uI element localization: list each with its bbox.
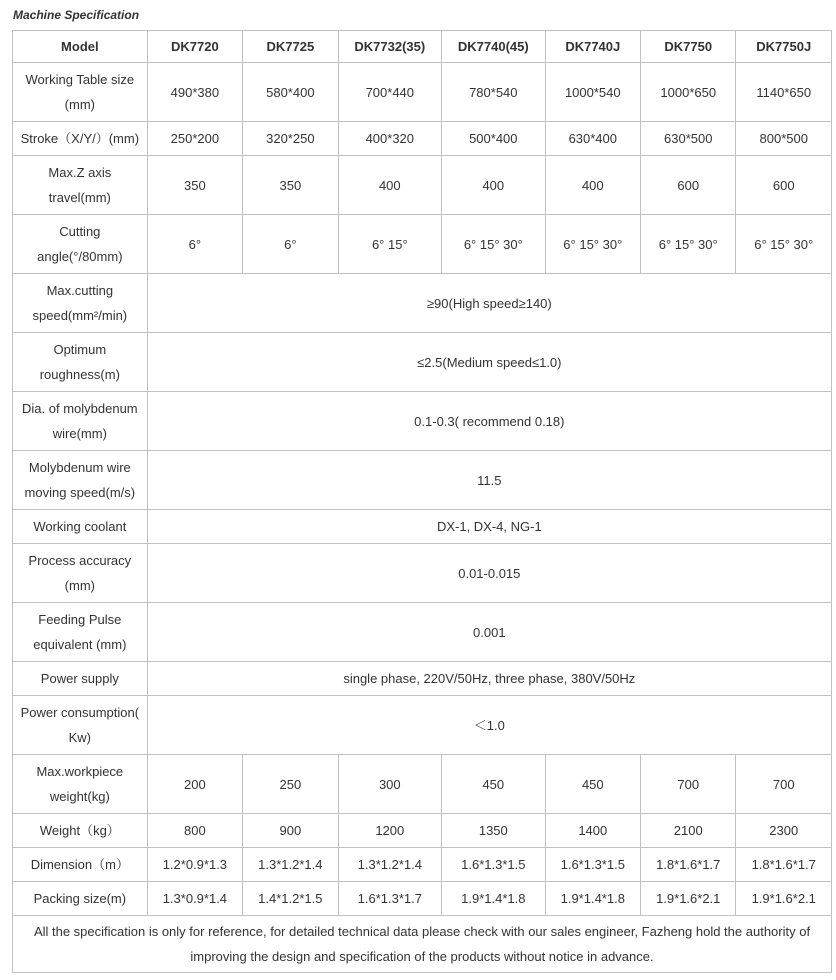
table-cell-merged: 0.01-0.015 bbox=[147, 544, 831, 603]
table-cell: 450 bbox=[442, 755, 546, 814]
table-cell: 6° 15° 30° bbox=[641, 215, 736, 274]
row-label: Max.workpiece weight(kg) bbox=[13, 755, 148, 814]
row-label: Optimum roughness(m) bbox=[13, 333, 148, 392]
table-cell: 700 bbox=[736, 755, 832, 814]
table-cell: 1400 bbox=[545, 814, 640, 848]
table-cell: 1000*650 bbox=[641, 63, 736, 122]
table-cell: 500*400 bbox=[442, 122, 546, 156]
table-cell: 6° 15° bbox=[338, 215, 442, 274]
table-cell: 900 bbox=[243, 814, 338, 848]
row-label: Max.Z axis travel(mm) bbox=[13, 156, 148, 215]
row-label: Feeding Pulse equivalent (mm) bbox=[13, 603, 148, 662]
table-cell-merged: 0.001 bbox=[147, 603, 831, 662]
row-label: Working coolant bbox=[13, 510, 148, 544]
specification-table bbox=[12, 30, 832, 973]
table-cell: 6° 15° 30° bbox=[736, 215, 832, 274]
table-cell-merged: DX-1, DX-4, NG-1 bbox=[147, 510, 831, 544]
table-cell: 450 bbox=[545, 755, 640, 814]
header-model: DK7725 bbox=[243, 31, 338, 63]
table-row bbox=[13, 544, 832, 603]
row-label: Dia. of molybdenum wire(mm) bbox=[13, 392, 148, 451]
table-row bbox=[13, 755, 832, 814]
table-row bbox=[13, 215, 832, 274]
table-cell: 1.9*1.4*1.8 bbox=[545, 882, 640, 916]
table-cell: 630*500 bbox=[641, 122, 736, 156]
table-cell: 1.3*1.2*1.4 bbox=[243, 848, 338, 882]
table-cell: 1000*540 bbox=[545, 63, 640, 122]
table-cell: 2300 bbox=[736, 814, 832, 848]
table-cell: 6° 15° 30° bbox=[442, 215, 546, 274]
table-cell-merged: ≥90(High speed≥140) bbox=[147, 274, 831, 333]
row-label: Packing size(m) bbox=[13, 882, 148, 916]
footer-note: All the specification is only for reference, for detailed technical data please check with our sales engineer, Fazheng hold the authority of improving the design and specification of the products without notice in advance. bbox=[13, 916, 832, 973]
header-model: DK7720 bbox=[147, 31, 242, 63]
header-model: DK7750 bbox=[641, 31, 736, 63]
table-cell-merged: ＜1.0 bbox=[147, 696, 831, 755]
table-cell: 700*440 bbox=[338, 63, 442, 122]
table-cell-merged: single phase, 220V/50Hz, three phase, 380V/50Hz bbox=[147, 662, 831, 696]
table-cell: 1.3*0.9*1.4 bbox=[147, 882, 242, 916]
table-cell: 300 bbox=[338, 755, 442, 814]
table-cell: 250 bbox=[243, 755, 338, 814]
table-cell: 350 bbox=[243, 156, 338, 215]
table-cell: 1140*650 bbox=[736, 63, 832, 122]
row-label: Molybdenum wire moving speed(m/s) bbox=[13, 451, 148, 510]
table-row bbox=[13, 814, 832, 848]
table-cell: 1.9*1.4*1.8 bbox=[442, 882, 546, 916]
table-cell: 400*320 bbox=[338, 122, 442, 156]
footer-row bbox=[13, 916, 832, 973]
header-model: DK7740J bbox=[545, 31, 640, 63]
table-cell: 6° bbox=[243, 215, 338, 274]
table-cell: 780*540 bbox=[442, 63, 546, 122]
table-cell-merged: ≤2.5(Medium speed≤1.0) bbox=[147, 333, 831, 392]
table-cell: 320*250 bbox=[243, 122, 338, 156]
table-cell: 6° bbox=[147, 215, 242, 274]
table-cell-merged: 0.1-0.3( recommend 0.18) bbox=[147, 392, 831, 451]
row-label: Dimension（m） bbox=[13, 848, 148, 882]
table-row bbox=[13, 156, 832, 215]
row-label: Stroke（X/Y/）(mm) bbox=[13, 122, 148, 156]
table-cell: 1.6*1.3*1.7 bbox=[338, 882, 442, 916]
table-cell: 1.9*1.6*2.1 bbox=[736, 882, 832, 916]
table-cell: 580*400 bbox=[243, 63, 338, 122]
table-header-row bbox=[13, 31, 832, 63]
table-row bbox=[13, 333, 832, 392]
row-label: Power consumption( Kw) bbox=[13, 696, 148, 755]
table-cell: 600 bbox=[641, 156, 736, 215]
table-cell: 200 bbox=[147, 755, 242, 814]
header-model: DK7732(35) bbox=[338, 31, 442, 63]
table-cell: 1.8*1.6*1.7 bbox=[641, 848, 736, 882]
table-row bbox=[13, 451, 832, 510]
table-cell: 1200 bbox=[338, 814, 442, 848]
table-row bbox=[13, 696, 832, 755]
table-cell: 800 bbox=[147, 814, 242, 848]
row-label: Weight（kg） bbox=[13, 814, 148, 848]
row-label: Working Table size (mm) bbox=[13, 63, 148, 122]
table-cell: 1.9*1.6*2.1 bbox=[641, 882, 736, 916]
table-cell: 1.4*1.2*1.5 bbox=[243, 882, 338, 916]
table-row bbox=[13, 848, 832, 882]
row-label: Power supply bbox=[13, 662, 148, 696]
table-cell: 400 bbox=[338, 156, 442, 215]
table-cell: 1.8*1.6*1.7 bbox=[736, 848, 832, 882]
table-cell: 1350 bbox=[442, 814, 546, 848]
header-model: DK7750J bbox=[736, 31, 832, 63]
row-label: Cutting angle(°/80mm) bbox=[13, 215, 148, 274]
table-cell: 400 bbox=[545, 156, 640, 215]
header-model: DK7740(45) bbox=[442, 31, 546, 63]
table-row bbox=[13, 603, 832, 662]
table-cell: 1.6*1.3*1.5 bbox=[442, 848, 546, 882]
page-title: Machine Specification bbox=[13, 8, 140, 22]
table-row bbox=[13, 392, 832, 451]
table-row bbox=[13, 63, 832, 122]
row-label: Process accuracy (mm) bbox=[13, 544, 148, 603]
table-cell: 1.3*1.2*1.4 bbox=[338, 848, 442, 882]
table-cell: 400 bbox=[442, 156, 546, 215]
table-cell: 700 bbox=[641, 755, 736, 814]
table-cell: 1.2*0.9*1.3 bbox=[147, 848, 242, 882]
header-model-label: Model bbox=[13, 31, 148, 63]
table-row bbox=[13, 274, 832, 333]
table-cell: 600 bbox=[736, 156, 832, 215]
table-cell: 490*380 bbox=[147, 63, 242, 122]
table-row bbox=[13, 122, 832, 156]
table-cell: 1.6*1.3*1.5 bbox=[545, 848, 640, 882]
table-cell-merged: 11.5 bbox=[147, 451, 831, 510]
table-row bbox=[13, 510, 832, 544]
table-cell: 250*200 bbox=[147, 122, 242, 156]
table-cell: 800*500 bbox=[736, 122, 832, 156]
table-cell: 6° 15° 30° bbox=[545, 215, 640, 274]
table-cell: 630*400 bbox=[545, 122, 640, 156]
table-row bbox=[13, 882, 832, 916]
table-cell: 2100 bbox=[641, 814, 736, 848]
table-row bbox=[13, 662, 832, 696]
row-label: Max.cutting speed(mm²/min) bbox=[13, 274, 148, 333]
table-cell: 350 bbox=[147, 156, 242, 215]
